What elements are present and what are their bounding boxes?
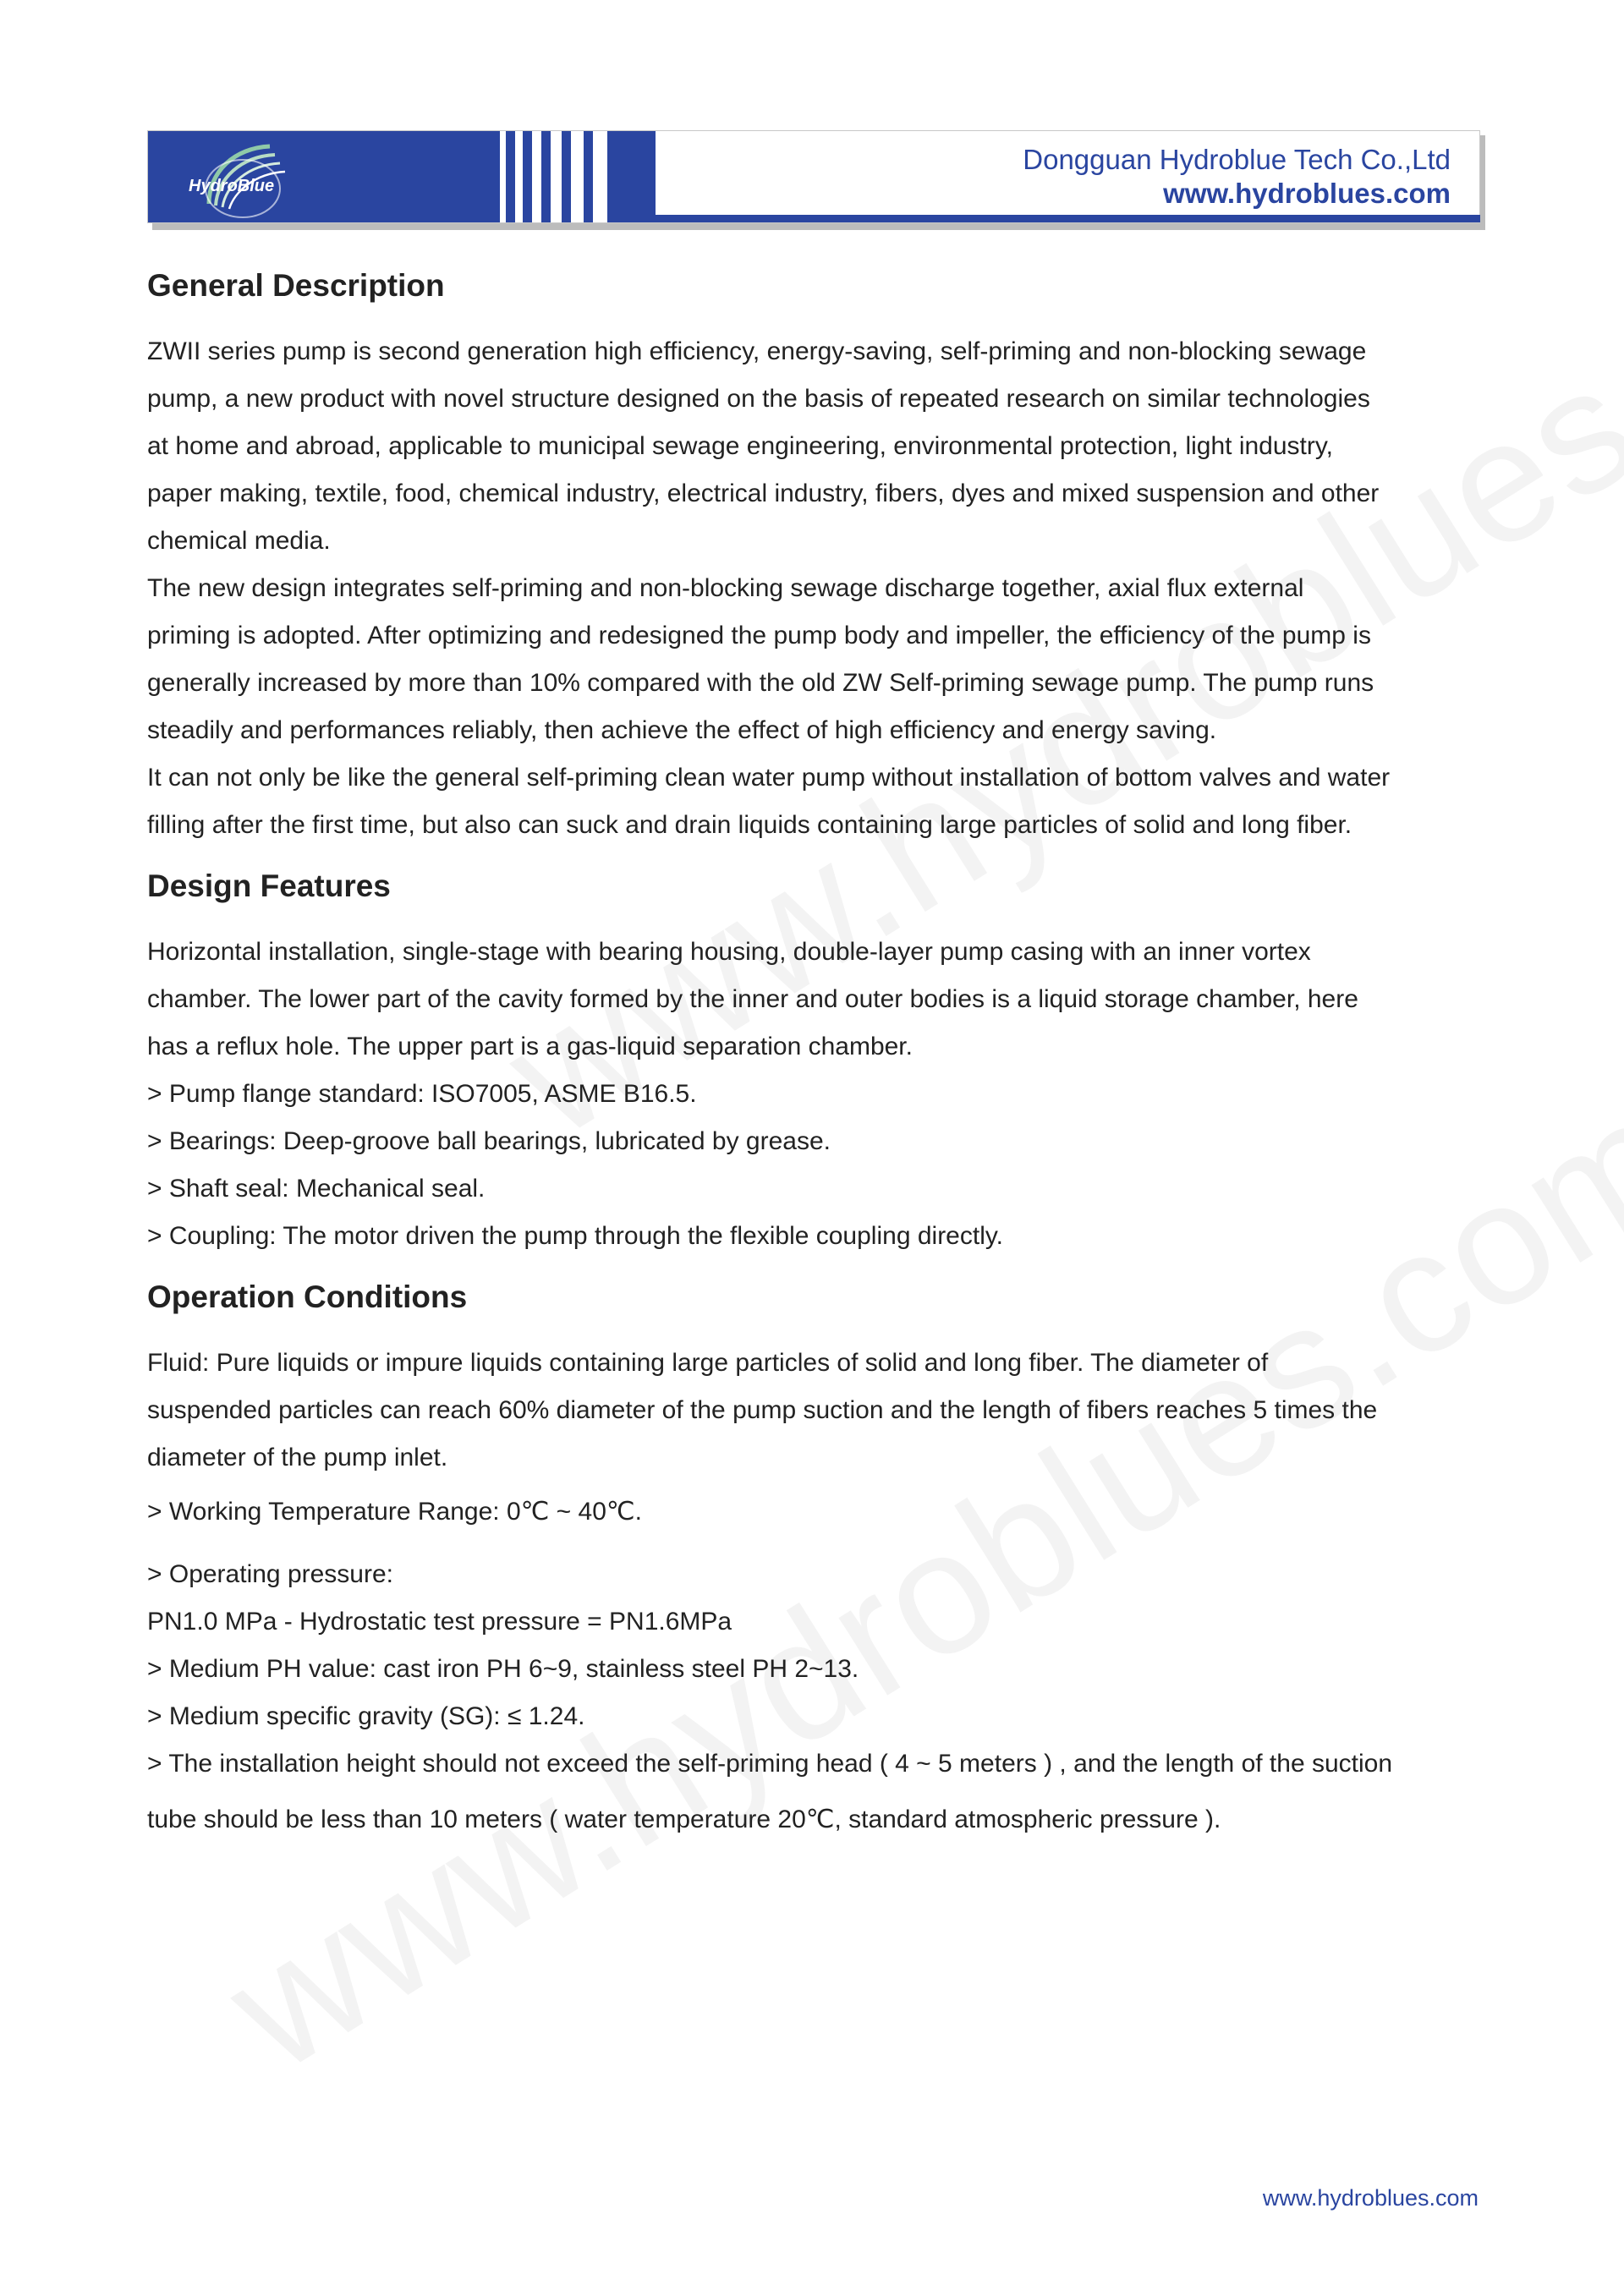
text-line: ZWII series pump is second generation high efficiency, energy-saving, self-priming and non-blocking sewage <box>147 337 1367 365</box>
text-line: diameter of the pump inlet. <box>147 1444 448 1471</box>
text-line: Fluid: Pure liquids or impure liquids containing large particles of solid and long fiber. The diameter of <box>147 1349 1269 1377</box>
text-line: paper making, textile, food, chemical industry, electrical industry, fibers, dyes and mixed suspension and other <box>147 479 1380 507</box>
bullet-item: > Medium PH value: cast iron PH 6~9, stainless steel PH 2~13. <box>147 1655 859 1683</box>
text-line: at home and abroad, applicable to municipal sewage engineering, environmental protection, light industry, <box>147 432 1333 460</box>
logo-text: HydroBlue <box>189 177 275 195</box>
header-banner <box>147 130 1480 223</box>
text-line: suspended particles can reach 60% diameter of the pump suction and the length of fibers reaches 5 times the <box>147 1396 1378 1424</box>
company-info <box>1023 143 1451 211</box>
footer-website: www.hydroblues.com <box>1262 2185 1479 2211</box>
document-body <box>147 262 1492 1844</box>
bullet-item: > Medium specific gravity (SG): ≤ 1.24. <box>147 1702 585 1730</box>
banner-blue-panel <box>148 131 656 222</box>
section-title-general: General Description <box>147 268 445 303</box>
text-line: chemical media. <box>147 527 331 555</box>
text-line: generally increased by more than 10% compared with the old ZW Self-priming sewage pump. The pump runs <box>147 669 1374 697</box>
general-description-text <box>147 328 1492 849</box>
section-title-operation: Operation Conditions <box>147 1280 468 1314</box>
text-line: pump, a new product with novel structure designed on the basis of repeated research on similar technologies <box>147 385 1370 413</box>
bullet-item: > Coupling: The motor driven the pump through the flexible coupling directly. <box>147 1222 1003 1250</box>
text-line: chamber. The lower part of the cavity formed by the inner and outer bodies is a liquid storage chamber, here <box>147 985 1358 1013</box>
text-line: The new design integrates self-priming and non-blocking sewage discharge together, axial flux external <box>147 574 1304 602</box>
text-line: has a reflux hole. The upper part is a gas-liquid separation chamber. <box>147 1033 913 1060</box>
bullet-item: > Pump flange standard: ISO7005, ASME B16.5. <box>147 1080 697 1108</box>
bullet-item: > Working Temperature Range: 0℃ ~ 40℃. <box>147 1498 642 1526</box>
banner-bottom-bar <box>656 215 1480 222</box>
text-line: Horizontal installation, single-stage with bearing housing, double-layer pump casing with an inner vortex <box>147 938 1311 966</box>
section-title-design: Design Features <box>147 869 391 903</box>
bullet-item: > Operating pressure: <box>147 1560 393 1588</box>
design-features-text <box>147 929 1492 1260</box>
text-line: filling after the first time, but also can suck and drain liquids containing large particles of solid and long fiber. <box>147 811 1352 839</box>
operation-conditions-text <box>147 1340 1492 1844</box>
bullet-item: > Bearings: Deep-groove ball bearings, lubricated by grease. <box>147 1127 831 1155</box>
text-line: steadily and performances reliably, then achieve the effect of high efficiency and energy saving. <box>147 716 1217 744</box>
bullet-item: > Shaft seal: Mechanical seal. <box>147 1175 486 1203</box>
banner-stripes <box>500 131 661 222</box>
text-line: priming is adopted. After optimizing and redesigned the pump body and impeller, the efficiency of the pump is <box>147 622 1371 649</box>
text-line: It can not only be like the general self-priming clean water pump without installation of bottom valves and water <box>147 764 1391 792</box>
bullet-item: > The installation height should not exceed the self-priming head ( 4 ~ 5 meters ) , and the length of the suction <box>147 1750 1393 1778</box>
text-line: tube should be less than 10 meters ( water temperature 20℃, standard atmospheric pressure ). <box>147 1806 1221 1833</box>
company-name: Dongguan Hydroblue Tech Co.,Ltd <box>1023 144 1451 175</box>
company-website: www.hydroblues.com <box>1163 178 1451 209</box>
text-line: PN1.0 MPa - Hydrostatic test pressure = PN1.6MPa <box>147 1608 732 1636</box>
